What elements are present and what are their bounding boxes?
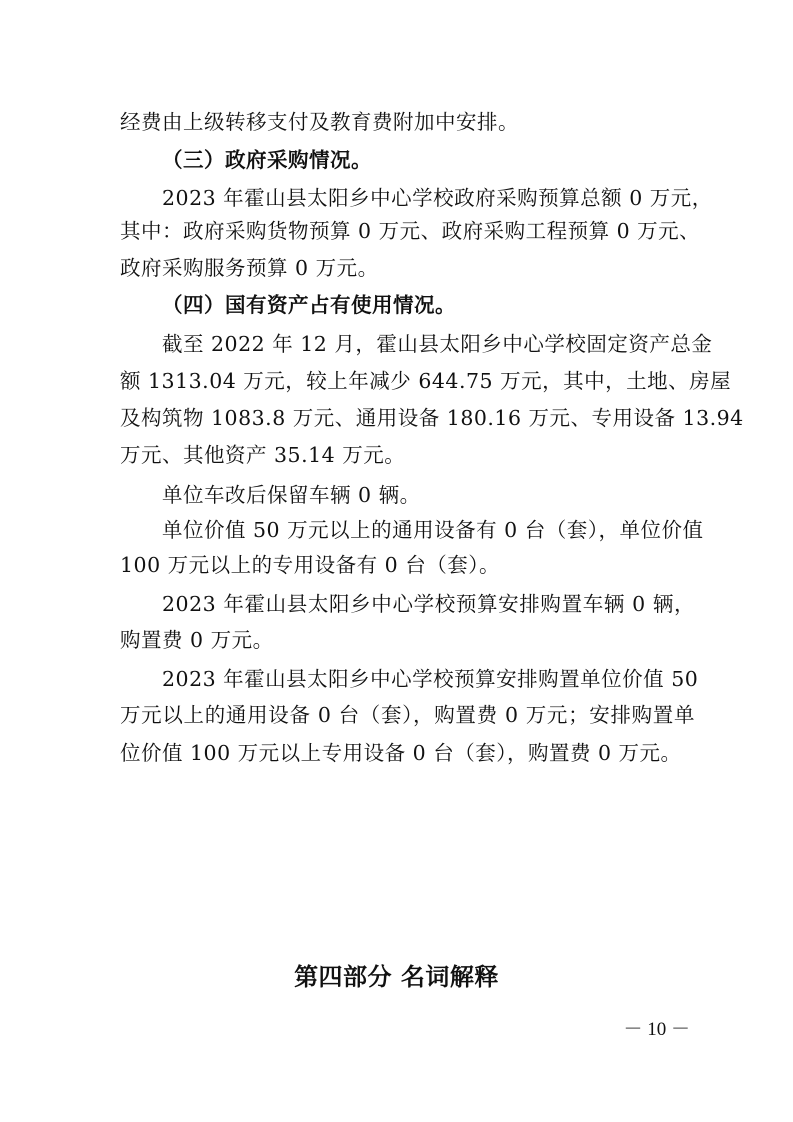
paragraph-line: 截至 2022 年 12 月，霍山县太阳乡中心学校固定资产总金 [162, 332, 713, 356]
page-number: － 10 － [623, 1019, 690, 1040]
paragraph-line: 位价值 100 万元以上专用设备 0 台（套），购置费 0 万元。 [120, 741, 682, 765]
section-heading-assets: （四）国有资产占有使用情况。 [162, 293, 456, 317]
paragraph-line: 经费由上级转移支付及教育费附加中安排。 [120, 110, 519, 134]
paragraph-line: 单位车改后保留车辆 0 辆。 [162, 483, 421, 507]
paragraph-line: 2023 年霍山县太阳乡中心学校政府采购预算总额 0 万元， [162, 186, 713, 210]
paragraph-line: 万元以上的通用设备 0 台（套），购置费 0 万元；安排购置单 [120, 703, 695, 727]
paragraph-line: 2023 年霍山县太阳乡中心学校预算安排购置单位价值 50 [162, 667, 699, 691]
paragraph-line: 及构筑物 1083.8 万元、通用设备 180.16 万元、专用设备 13.94 [120, 406, 744, 430]
paragraph-line: 2023 年霍山县太阳乡中心学校预算安排购置车辆 0 辆， [162, 592, 695, 616]
paragraph-line: 政府采购服务预算 0 万元。 [120, 256, 379, 280]
part-title: 第四部分 名词解释 [294, 963, 499, 991]
section-heading-procurement: （三）政府采购情况。 [162, 148, 372, 172]
paragraph-line: 万元、其他资产 35.14 万元。 [120, 443, 406, 467]
paragraph-line: 购置费 0 万元。 [120, 628, 274, 652]
paragraph-line: 单位价值 50 万元以上的通用设备有 0 台（套），单位价值 [162, 518, 704, 542]
paragraph-line: 额 1313.04 万元，较上年减少 644.75 万元，其中，土地、房屋 [120, 369, 732, 393]
paragraph-line: 其中：政府采购货物预算 0 万元、政府采购工程预算 0 万元、 [120, 219, 701, 243]
paragraph-line: 100 万元以上的专用设备有 0 台（套）。 [120, 553, 500, 577]
